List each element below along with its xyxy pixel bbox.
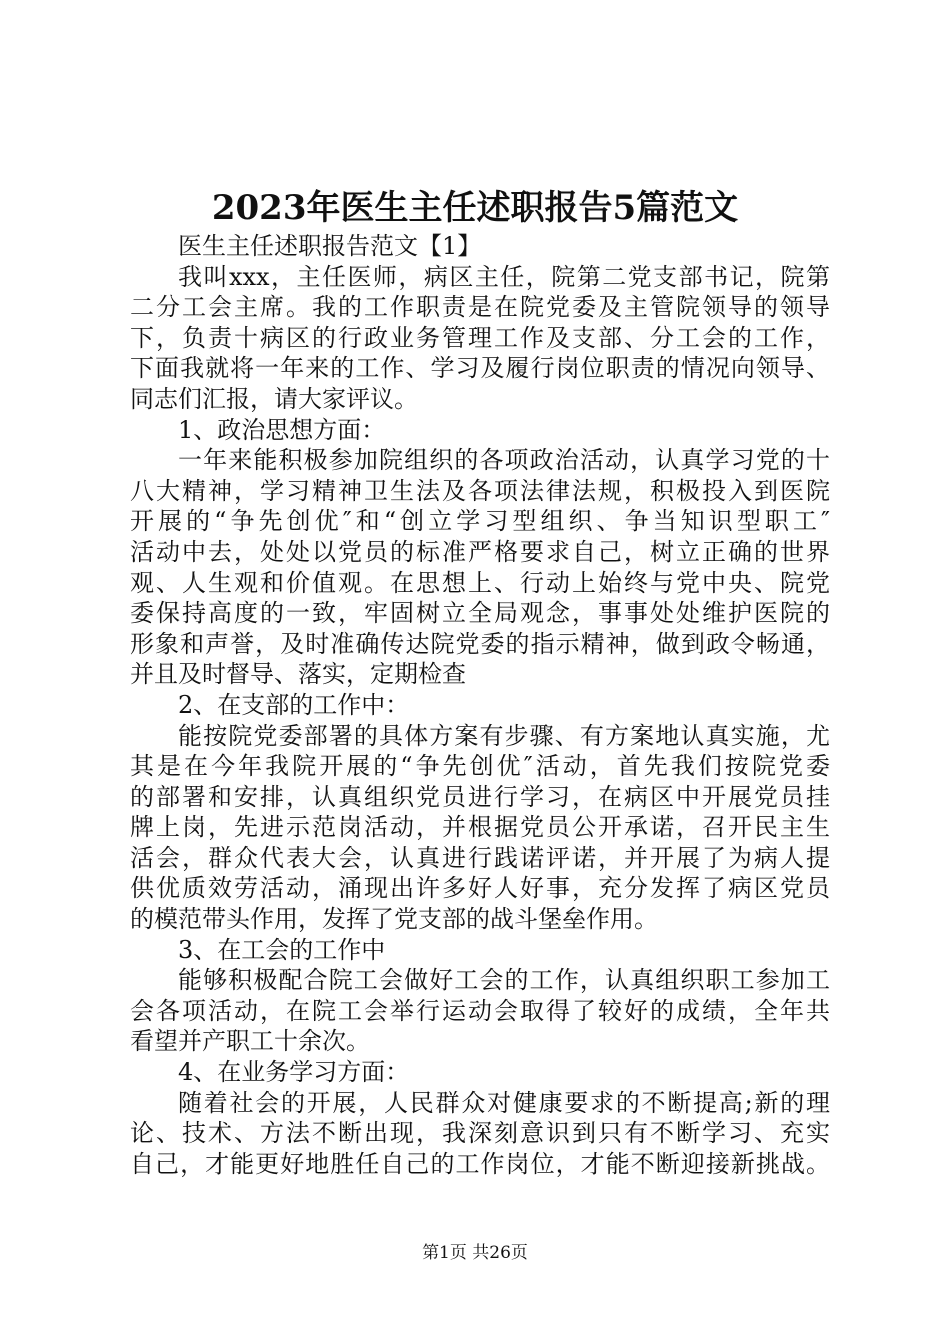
paragraph-line: 观、人生观和价值观。在思想上、行动上始终与党中央、院党 — [130, 568, 830, 597]
document-body — [130, 231, 830, 1179]
paragraph-line: 论、技术、方法不断出现，我深刻意识到只有不断学习、充实 — [130, 1119, 830, 1148]
section-heading-line: 1、政治思想方面： — [178, 415, 386, 444]
paragraph-line: 能按院党委部署的具体方案有步骤、有方案地认真实施，尤 — [178, 721, 830, 750]
paragraph-line: 下面我就将一年来的工作、学习及履行岗位职责的情况向领导、 — [130, 354, 830, 383]
paragraph-line: 开展的“争先创优″和“创立学习型组织、争当知识型职工″ — [130, 507, 830, 536]
section-heading-line: 4、在业务学习方面： — [178, 1058, 410, 1087]
section-heading-line: 2、在支部的工作中： — [178, 690, 410, 719]
paragraph-line: 随着社会的开展，人民群众对健康要求的不断提高;新的理 — [178, 1088, 830, 1117]
paragraph-line: 其是在今年我院开展的“争先创优″活动，首先我们按院党委 — [130, 752, 830, 781]
paragraph-line: 同志们汇报，请大家评议。 — [130, 384, 418, 413]
paragraph-line: 委保持高度的一致，牢固树立全局观念，事事处处维护医院的 — [130, 599, 830, 628]
paragraph-line: 能够积极配合院工会做好工会的工作，认真组织职工参加工 — [178, 966, 830, 995]
paragraph-line: 下，负责十病区的行政业务管理工作及支部、分工会的工作， — [130, 323, 830, 352]
paragraph-line: 的部署和安排，认真组织党员进行学习，在病区中开展党员挂 — [130, 782, 830, 811]
paragraph-line: 自己，才能更好地胜任自己的工作岗位，才能不断迎接新挑战。 — [130, 1149, 830, 1178]
paragraph-line: 活会，群众代表大会，认真进行践诺评诺，并开展了为病人提 — [130, 843, 830, 872]
paragraph-line: 二分工会主席。我的工作职责是在院党委及主管院领导的领导 — [130, 293, 830, 322]
paragraph-line: 供优质效劳活动，涌现出许多好人好事，充分发挥了病区党员 — [130, 874, 830, 903]
document-title: 2023年医生主任述职报告5篇范文 — [211, 188, 739, 228]
paragraph-line: 我叫xxx，主任医师，病区主任，院第二党支部书记，院第 — [178, 262, 830, 291]
paragraph-line: 看望并产职工十余次。 — [130, 1027, 370, 1056]
page-number-footer: 第1页 共26页 — [422, 1243, 528, 1263]
paragraph-line: 形象和声誉，及时准确传达院党委的指示精神，做到政令畅通， — [130, 629, 830, 658]
section-heading-line: 3、在工会的工作中 — [178, 935, 386, 964]
paragraph-line: 活动中去，处处以党员的标准严格要求自己，树立正确的世界 — [130, 537, 830, 566]
paragraph-line: 会各项活动，在院工会举行运动会取得了较好的成绩，全年共 — [130, 996, 830, 1025]
paragraph-line: 的模范带头作用，发挥了党支部的战斗堡垒作用。 — [130, 905, 658, 934]
section-heading-line: 医生主任述职报告范文【1】 — [178, 232, 482, 260]
paragraph-line: 并且及时督导、落实，定期检查 — [130, 660, 466, 689]
paragraph-line: 一年来能积极参加院组织的各项政治活动，认真学习党的十 — [178, 446, 830, 475]
paragraph-line: 八大精神，学习精神卫生法及各项法律法规，积极投入到医院 — [130, 476, 830, 505]
paragraph-line: 牌上岗，先进示范岗活动，并根据党员公开承诺，召开民主生 — [130, 813, 830, 842]
